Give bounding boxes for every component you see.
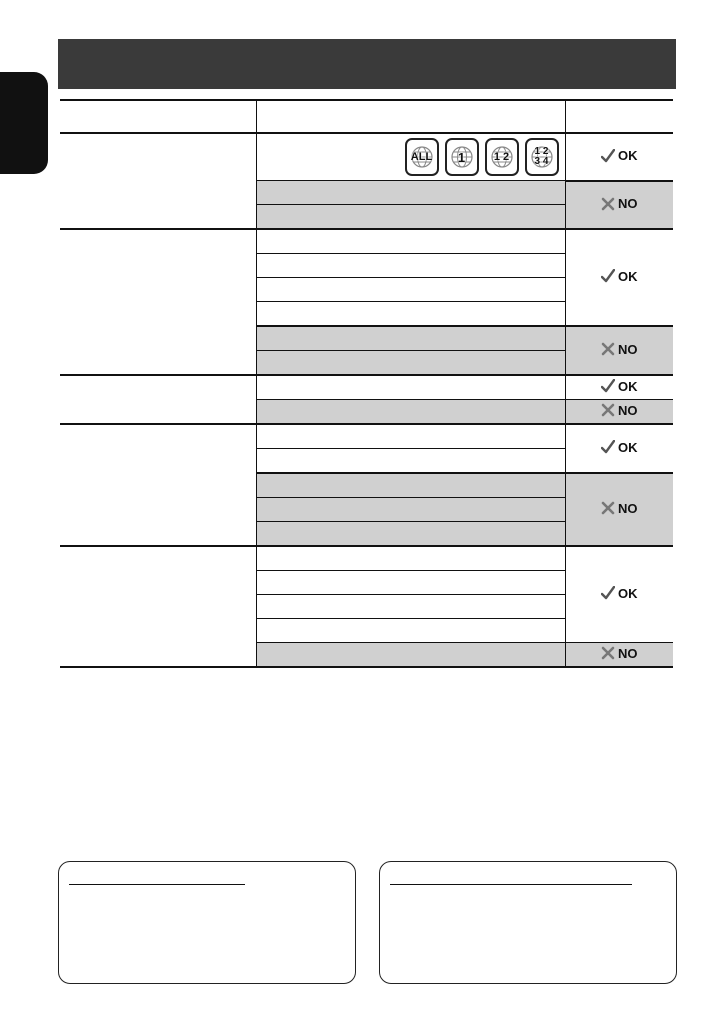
category-cell	[60, 424, 256, 546]
table-row	[60, 229, 673, 254]
cross-icon	[601, 501, 615, 515]
format-cell	[256, 522, 565, 547]
header-format	[256, 100, 565, 133]
result-no: NO	[565, 473, 673, 546]
cross-icon	[601, 342, 615, 356]
format-cell	[256, 619, 565, 643]
disc-compatibility-table	[60, 99, 673, 674]
category-cell	[60, 229, 256, 375]
result-ok: OK	[565, 375, 673, 400]
note-box-right	[379, 861, 677, 984]
region-1-2-icon: 1 2	[485, 138, 519, 176]
cross-icon	[601, 646, 615, 660]
format-cell	[256, 424, 565, 449]
format-cell	[256, 205, 565, 230]
format-cell	[256, 643, 565, 668]
format-cell	[256, 229, 565, 254]
category-cell	[60, 375, 256, 424]
format-cell-region	[256, 133, 565, 181]
result-no: NO	[565, 326, 673, 375]
format-cell	[256, 571, 565, 595]
region-all-icon: ALL	[405, 138, 439, 176]
check-icon	[601, 269, 615, 283]
result-ok: OK	[565, 424, 673, 473]
table-header-row	[60, 100, 673, 133]
format-cell	[256, 449, 565, 474]
result-ok: OK	[565, 546, 673, 643]
region-1-icon: 1	[445, 138, 479, 176]
cross-icon	[601, 403, 615, 417]
check-icon	[601, 440, 615, 454]
format-cell	[256, 546, 565, 571]
format-cell	[256, 400, 565, 425]
header-playable	[565, 100, 673, 133]
check-icon	[601, 149, 615, 163]
check-icon	[601, 586, 615, 600]
region-1-2-3-4-icon: 1 2 3 4	[525, 138, 559, 176]
result-no: NO	[565, 181, 673, 230]
format-cell	[256, 351, 565, 376]
format-cell	[256, 473, 565, 498]
note-box-left	[58, 861, 356, 984]
result-no: NO	[565, 643, 673, 668]
format-cell	[256, 498, 565, 522]
category-cell	[60, 133, 256, 229]
language-edge-tab	[0, 72, 48, 174]
result-ok: OK	[565, 229, 673, 326]
result-no: NO	[565, 400, 673, 425]
format-cell	[256, 375, 565, 400]
table-row	[60, 546, 673, 571]
format-cell	[256, 278, 565, 302]
format-cell	[256, 302, 565, 327]
format-cell	[256, 326, 565, 351]
table-row	[60, 133, 673, 181]
format-cell	[256, 595, 565, 619]
format-cell	[256, 181, 565, 205]
category-cell	[60, 546, 256, 667]
note-title-underline	[69, 884, 245, 885]
check-icon	[601, 379, 615, 393]
table-row	[60, 424, 673, 449]
note-title-underline	[390, 884, 632, 885]
result-ok: OK	[565, 133, 673, 181]
table-row	[60, 375, 673, 400]
cross-icon	[601, 197, 615, 211]
header-disc-type	[60, 100, 256, 133]
region-code-icons	[257, 138, 565, 176]
section-header-bar	[58, 39, 676, 89]
format-cell	[256, 254, 565, 278]
